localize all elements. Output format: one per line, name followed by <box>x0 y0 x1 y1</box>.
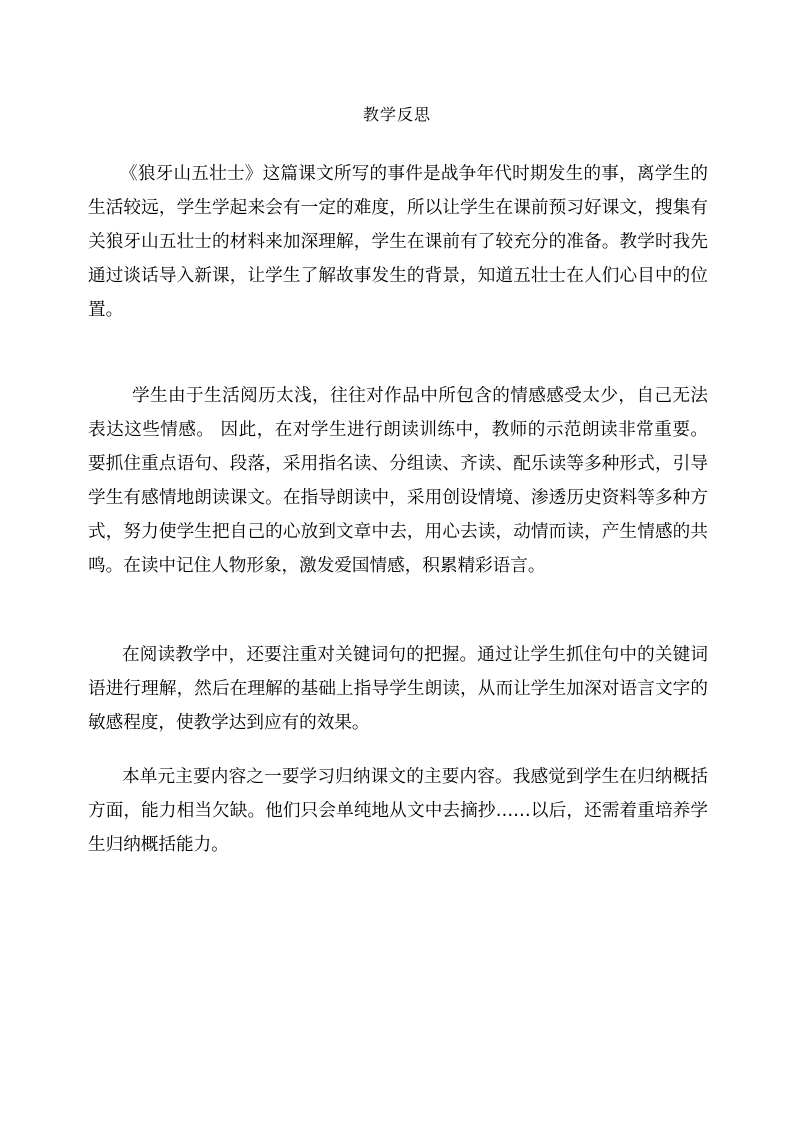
paragraph-1: 《狼牙山五壮士》这篇课文所写的事件是战争年代时期发生的事，离学生的生活较远，学生学起来会有一定的难度，所以让学生在课前预习好课文，搜集有关狼牙山五壮士的材料来加深理解，学生在课前有了较充分的准备。教学时我先通过谈话导入新课，让学生了解故事发生的背景，知道五壮士在人们心目中的位置。 <box>88 164 708 320</box>
paragraph-2: 学生由于生活阅历太浅，往往对作品中所包含的情感感受太少，自己无法表达这些情感。 因此，在对学生进行朗读训练中，教师的示范朗读非常重要。要抓住重点语句、段落，采用指名读、分组读、齐读、配乐读等多种形式，引导学生有感情地朗读课文。在指导朗读中，采用创设情境、渗透历史资料等多种方式，努力使学生把自己的心放到文章中去，用心去读，动情而读，产生情感的共鸣。在读中记住人物形象，激发爱国情感，积累精彩语言。 <box>88 386 708 576</box>
document-title: 教学反思 <box>362 105 431 124</box>
paragraph-3: 在阅读教学中，还要注重对关键词句的把握。通过让学生抓住句中的关键词语进行理解，然后在理解的基础上指导学生朗读，从而让学生加深对语言文字的敏感程度，使教学达到应有的效果。 <box>88 645 708 733</box>
paragraph-4: 本单元主要内容之一要学习归纳课文的主要内容。我感觉到学生在归纳概括方面，能力相当欠缺。他们只会单纯地从文中去摘抄……以后，还需着重培养学生归纳概括能力。 <box>88 767 708 855</box>
